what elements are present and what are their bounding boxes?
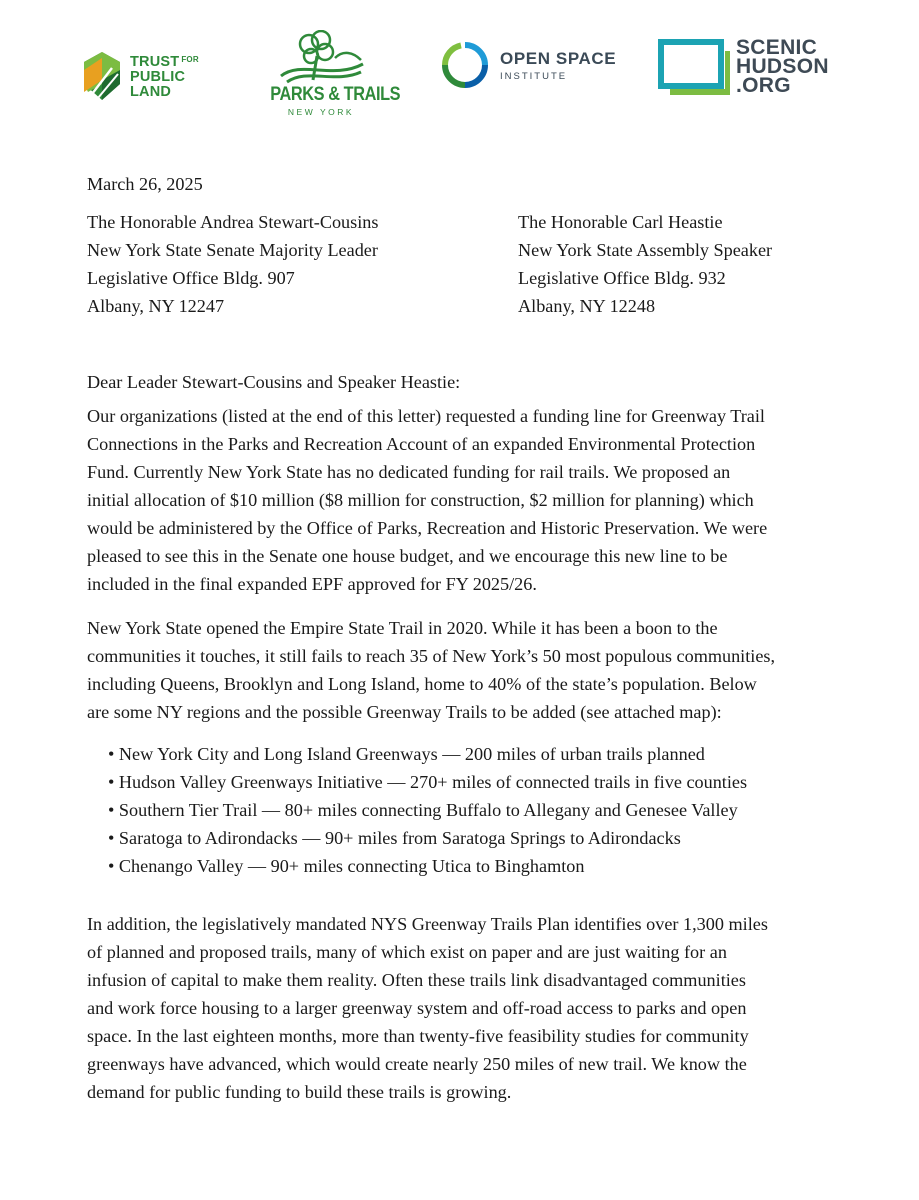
trust-for-public-land-emblem-icon xyxy=(82,50,122,102)
address-line: Legislative Office Bldg. 932 xyxy=(518,268,726,288)
scenic-hudson-frame-icon xyxy=(658,39,730,95)
text-line: In addition, the legislatively mandated NYS Greenway Trails Plan identifies over 1,300 miles xyxy=(87,914,768,934)
text-line: of planned and proposed trails, many of which exist on paper and are just waiting for an xyxy=(87,942,727,962)
trust-for-public-land-logo xyxy=(82,50,199,102)
text-line: initial allocation of $10 million ($8 million for construction, $2 million for planning) which xyxy=(87,490,754,510)
text-line: pleased to see this in the Senate one house budget, and we encourage this new line to be xyxy=(87,546,728,566)
text-line: including Queens, Brooklyn and Long Island, home to 40% of the state’s population. Below xyxy=(87,674,757,694)
open-space-ring-icon xyxy=(441,41,489,89)
text-line: are some NY regions and the possible Greenway Trails to be added (see attached map): xyxy=(87,702,722,722)
address-line: New York State Senate Majority Leader xyxy=(87,240,378,260)
text-line: greenways have advanced, which would create nearly 250 miles of new trail. We know the xyxy=(87,1054,747,1074)
text-line: would be administered by the Office of Parks, Recreation and Historic Preservation. We were xyxy=(87,518,768,538)
text-line: Fund. Currently New York State has no dedicated funding for rail trails. We proposed an xyxy=(87,462,731,482)
list-item: • Southern Tier Trail — 80+ miles connecting Buffalo to Allegany and Genesee Valley xyxy=(108,800,738,820)
address-line: The Honorable Andrea Stewart-Cousins xyxy=(87,212,379,232)
text-line: infusion of capital to make them reality. Often these trails link disadvantaged communities xyxy=(87,970,746,990)
letter-date: March 26, 2025 xyxy=(87,174,203,194)
salutation: Dear Leader Stewart-Cousins and Speaker Heastie: xyxy=(87,372,461,392)
address-line: Albany, NY 12247 xyxy=(87,296,225,316)
list-item: • Hudson Valley Greenways Initiative — 270+ miles of connected trails in five counties xyxy=(108,772,748,792)
address-line: New York State Assembly Speaker xyxy=(518,240,773,260)
paragraph-greenway-plan xyxy=(87,910,847,1106)
parks-and-trails-logo xyxy=(262,30,401,117)
list-item: • Chenango Valley — 90+ miles connecting Utica to Binghamton xyxy=(108,856,585,876)
paragraph-funding-request xyxy=(87,402,847,598)
list-item: • Saratoga to Adirondacks — 90+ miles from Saratoga Springs to Adirondacks xyxy=(108,828,681,848)
recipient-assembly-address xyxy=(518,208,772,320)
address-line: The Honorable Carl Heastie xyxy=(518,212,723,232)
scenic-hudson-logo xyxy=(658,38,829,95)
text-line: demand for public funding to build these trails is growing. xyxy=(87,1082,512,1102)
scenic-hudson-line1: SCENIC xyxy=(736,36,818,59)
tpl-line2: PUBLIC xyxy=(130,69,186,85)
scenic-hudson-line3: .ORG xyxy=(736,74,791,97)
text-line: Connections in the Parks and Recreation Account of an expanded Environmental Protection xyxy=(87,434,756,454)
text-line: Our organizations (listed at the end of this letter) requested a funding line for Greenway Trail xyxy=(87,406,765,426)
recipient-senate-address xyxy=(87,208,378,320)
open-space-sub: INSTITUTE xyxy=(500,70,568,82)
tree-and-trail-icon xyxy=(273,30,369,86)
text-line: New York State opened the Empire State Trail in 2020. While it has been a boon to the xyxy=(87,618,718,638)
open-space-institute-logo xyxy=(441,41,616,89)
text-line: communities it touches, it still fails to reach 35 of New York’s 50 most populous communities, xyxy=(87,646,776,666)
greenway-trails-list xyxy=(108,740,747,880)
tpl-line1-suffix: FOR xyxy=(181,55,199,64)
tpl-line3: LAND xyxy=(130,84,172,100)
tpl-line1: TRUST xyxy=(130,54,180,70)
text-line: and work force housing to a larger greenway system and off-road access to parks and open xyxy=(87,998,747,1018)
open-space-name: OPEN SPACE xyxy=(500,48,617,68)
text-line: space. In the last eighteen months, more than twenty-five feasibility studies for community xyxy=(87,1026,749,1046)
scenic-hudson-line2: HUDSON xyxy=(736,55,829,78)
address-line: Legislative Office Bldg. 907 xyxy=(87,268,295,288)
list-item: • New York City and Long Island Greenways — 200 miles of urban trails planned xyxy=(108,744,705,764)
address-line: Albany, NY 12248 xyxy=(518,296,656,316)
parks-and-trails-sub: NEW YORK xyxy=(287,107,355,117)
parks-and-trails-name: PARKS & TRAILS xyxy=(270,84,401,105)
text-line: included in the final expanded EPF approved for FY 2025/26. xyxy=(87,574,537,594)
paragraph-empire-state-trail xyxy=(87,614,847,726)
